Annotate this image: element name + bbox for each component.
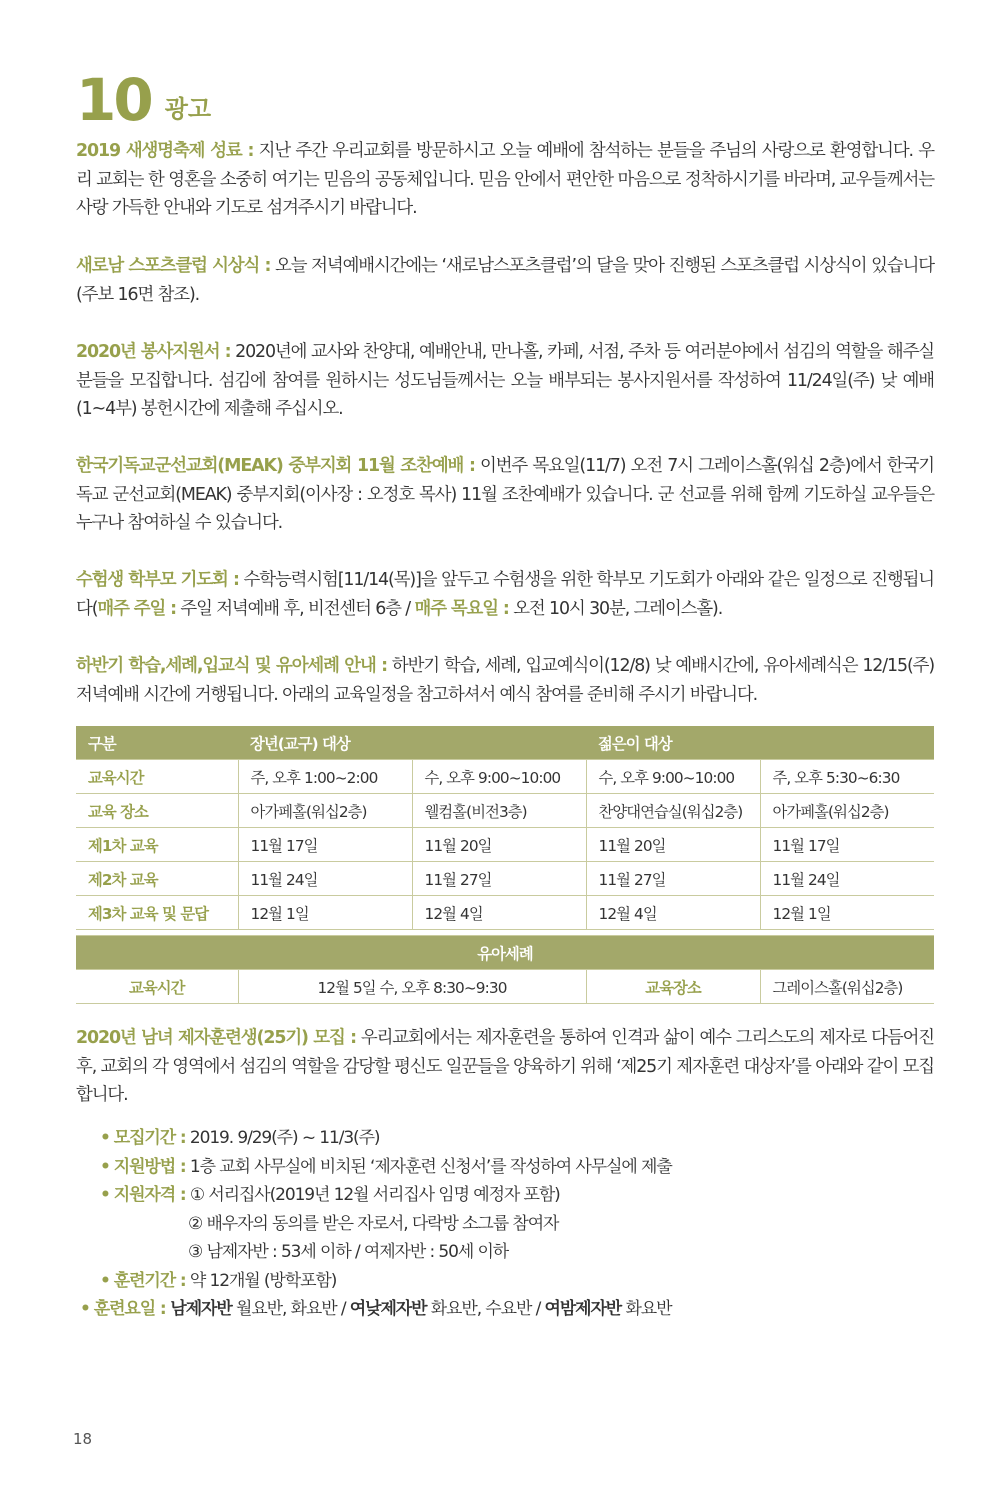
table-cell: 12월 4일 xyxy=(586,896,760,930)
table-cell: 11월 27일 xyxy=(586,862,760,896)
item-label: 모집기간 : xyxy=(113,1128,186,1148)
header-adult: 장년(교구) 대상 xyxy=(238,726,586,760)
notice-text: 주일 저녁예배 후, 비전센터 6층 / xyxy=(175,598,415,619)
notice-text: 오전 10시 30분, 그레이스홀). xyxy=(508,598,723,619)
section-number: 10 xyxy=(76,66,151,134)
notice-exam-prayer xyxy=(76,566,934,623)
table-row xyxy=(76,760,934,794)
item-value: 월요반, 화요반 / xyxy=(231,1299,350,1319)
list-item xyxy=(100,1238,672,1267)
notice-text: 하반기 학습, 세례, 입교예식이(12/8) 낮 예배시간에, 유아세례식은 12/15(주) 저녁예배 시간에 거행됩니다. 아래의 교육일정을 참고하셔서 예식 참여를 준비해 주시기 바랍니다. xyxy=(76,656,935,705)
table-cell: 아가페홀(워십2층) xyxy=(238,794,412,828)
table-cell: 11월 17일 xyxy=(760,828,934,862)
item-value: ③ 남제자반 : 53세 이하 / 여제자반 : 50세 이하 xyxy=(188,1242,509,1262)
row-label: 제3차 교육 및 문답 xyxy=(76,896,238,930)
item-value: 1층 교회 사무실에 비치된 ‘제자훈련 신청서’를 작성하여 사무실에 제출 xyxy=(185,1156,672,1177)
notice-keyword: 2019 새생명축제 성료 : xyxy=(76,141,254,161)
list-item xyxy=(100,1181,672,1210)
row-label: 제1차 교육 xyxy=(76,828,238,862)
infant-time-value: 12월 5일 수, 오후 8:30~9:30 xyxy=(238,970,586,1004)
item-value: 2019. 9/29(주) ~ 11/3(주) xyxy=(185,1128,380,1148)
page-number: 18 xyxy=(73,1430,93,1448)
notice-keyword: 2020년 봉사지원서 : xyxy=(76,342,231,362)
item-value: 화요반 xyxy=(621,1299,672,1319)
bullet-icon: • xyxy=(80,1299,90,1319)
list-item xyxy=(100,1267,672,1296)
table-header-row xyxy=(76,726,934,760)
table-row xyxy=(76,794,934,828)
notice-keyword: 한국기독교군선교회(MEAK) 중부지회 11월 조찬예배 : xyxy=(76,456,475,476)
table-row xyxy=(76,896,934,930)
bullet-icon: • xyxy=(100,1156,110,1177)
notice-keyword-sunday: 매주 주일 : xyxy=(97,598,176,619)
infant-baptism-band xyxy=(76,936,934,970)
table-cell: 11월 24일 xyxy=(238,862,412,896)
item-value: 약 12개월 (방학포함) xyxy=(185,1270,337,1291)
notice-keyword: 2020년 남녀 제자훈련생(25기) 모집 : xyxy=(76,1028,356,1048)
infant-baptism-title: 유아세례 xyxy=(76,936,934,970)
table-cell: 수, 오후 9:00~10:00 xyxy=(412,760,586,794)
infant-time-label: 교육시간 xyxy=(76,970,238,1004)
list-item xyxy=(100,1124,672,1153)
table-cell: 11월 24일 xyxy=(760,862,934,896)
table-cell: 웰컴홀(비전3층) xyxy=(412,794,586,828)
item-label: 훈련요일 : xyxy=(93,1299,166,1319)
table-cell: 11월 27일 xyxy=(412,862,586,896)
notice-keyword-thursday: 매주 목요일 : xyxy=(414,598,509,619)
notice-volunteer xyxy=(76,338,934,424)
item-label: 훈련기간 : xyxy=(113,1270,186,1291)
item-value: ① 서리집사(2019년 12월 서리집사 임명 예정자 포함) xyxy=(185,1185,560,1205)
row-label: 제2차 교육 xyxy=(76,862,238,896)
row-label: 교육시간 xyxy=(76,760,238,794)
list-item xyxy=(100,1153,672,1182)
item-bold: 여낮제자반 xyxy=(349,1299,427,1319)
notice-text: 오늘 저녁예배시간에는 ‘새로남스포츠클럽’의 달을 맞아 진행된 스포츠클럽 시상식이 있습니다(주보 16면 참조). xyxy=(76,256,934,305)
notice-keyword: 새로남 스포츠클럽 시상식 : xyxy=(76,256,271,276)
notice-text: 2020년에 교사와 찬양대, 예배안내, 만나홀, 카페, 서점, 주차 등 여러분야에서 섬김의 역할을 해주실 분들을 모집합니다. 섬김에 참여를 원하시는 성도님들께서는 오늘 배부되는 봉사지원서를 작성하여 11/24일(주) 낮 예배(1~4부) 봉헌시간에 제출해 주십시오. xyxy=(76,342,934,419)
notice-text: 지난 주간 우리교회를 방문하시고 오늘 예배에 참석하는 분들을 주님의 사랑으로 환영합니다. 우리 교회는 한 영혼을 소중히 여기는 믿음의 공동체입니다. 믿음 안에서 편안한 마음으로 정착하시기를 바라며, 교우들께서는 사랑 가득한 안내와 기도로 섬겨주시기 바랍니다. xyxy=(76,141,934,218)
table-row xyxy=(76,828,934,862)
notice-keyword: 하반기 학습,세례,입교식 및 유아세례 안내 : xyxy=(76,656,387,676)
infant-place-value: 그레이스홀(워십2층) xyxy=(760,970,934,1004)
notice-discipleship xyxy=(76,1024,934,1110)
list-item xyxy=(80,1295,672,1324)
notice-text: 이번주 목요일(11/7) 오전 7시 그레이스홀(워십 2층)에서 한국기독교 군선교회(MEAK) 중부지회(이사장 : 오정호 목사) 11월 조찬예배가 있습니다. 군 선교를 위해 함께 기도하실 교우들은 누구나 참여하실 수 있습니다. xyxy=(76,456,934,533)
bullet-icon: • xyxy=(100,1185,110,1205)
notice-text: 수학능력시험[11/14(목)]을 앞두고 수험생을 위한 학부모 기도회가 아래와 같은 일정으로 진행됩니다( xyxy=(76,570,935,619)
table-cell: 아가페홀(워십2층) xyxy=(760,794,934,828)
bullet-icon: • xyxy=(100,1270,110,1291)
table-cell: 11월 20일 xyxy=(412,828,586,862)
education-schedule-table xyxy=(76,726,934,1004)
table-cell: 수, 오후 9:00~10:00 xyxy=(586,760,760,794)
notice-sports-club xyxy=(76,252,934,309)
notice-text: 우리교회에서는 제자훈련을 통하여 인격과 삶이 예수 그리스도의 제자로 다듬어진 후, 교회의 각 영역에서 섬김의 역할을 감당할 평신도 일꾼들을 양육하기 위해 ‘제25기 제자훈련 대상자’를 아래와 같이 모집합니다. xyxy=(76,1028,934,1105)
table-cell: 12월 1일 xyxy=(238,896,412,930)
item-value: ② 배우자의 동의를 받은 자로서, 다락방 소그룹 참여자 xyxy=(188,1213,559,1234)
table-row xyxy=(76,862,934,896)
item-label: 지원자격 : xyxy=(113,1185,186,1205)
header-youth: 젊은이 대상 xyxy=(586,726,934,760)
table-cell: 12월 4일 xyxy=(412,896,586,930)
infant-place-label: 교육장소 xyxy=(586,970,760,1004)
table-cell: 11월 17일 xyxy=(238,828,412,862)
header-category: 구분 xyxy=(76,726,238,760)
list-item xyxy=(100,1210,672,1239)
table-cell: 12월 1일 xyxy=(760,896,934,930)
notice-meak xyxy=(76,452,934,538)
infant-baptism-row xyxy=(76,970,934,1004)
table-cell: 찬양대연습실(워십2층) xyxy=(586,794,760,828)
section-header xyxy=(76,66,212,134)
row-label: 교육 장소 xyxy=(76,794,238,828)
notice-festival xyxy=(76,137,934,223)
section-title: 광고 xyxy=(164,95,212,123)
discipleship-details xyxy=(80,1124,672,1324)
table-cell: 주, 오후 1:00~2:00 xyxy=(238,760,412,794)
bullet-icon: • xyxy=(100,1128,110,1148)
item-value: 화요반, 수요반 / xyxy=(426,1299,545,1319)
notice-baptism xyxy=(76,652,934,709)
item-bold: 여밤제자반 xyxy=(544,1299,622,1319)
table-cell: 주, 오후 5:30~6:30 xyxy=(760,760,934,794)
table-cell: 11월 20일 xyxy=(586,828,760,862)
item-bold: 남제자반 xyxy=(165,1299,232,1319)
notice-keyword: 수험생 학부모 기도회 : xyxy=(76,570,239,590)
item-label: 지원방법 : xyxy=(113,1156,186,1177)
